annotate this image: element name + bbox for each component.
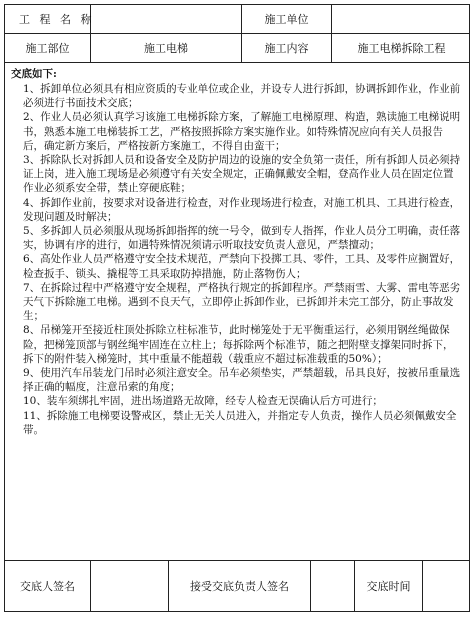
disclosure-item-4: 4、拆卸作业前，按要求对设备进行检查，对作业现场进行检查，对施工机具、工具进行检查，发现问题及时解决； [23,196,461,223]
construction-part-label: 施工部位 [5,34,91,62]
disclosure-item-2: 2、作业人员必须认真学习该施工电梯拆除方案，了解施工电梯原理、构造，熟读施工电梯说明书，熟悉本施工电梯装拆工艺，严格按照拆除方案实施作业。如特殊情况应向有关人员报告后，确定新方案后，严格按新方案施工，不得自由蛮干； [23,111,461,152]
disclosure-item-1: 1、拆卸单位必须具有相应资质的专业单位或企业，并设专人进行拆卸，协调拆卸作业，作业前必须进行书面技术交底； [23,83,461,110]
disclosure-heading: 交底如下: [11,68,57,80]
signature-row [5,561,469,611]
disclosure-item-10: 10、装车须绑扎牢固，进出场道路无故障，经专人检查无误确认后方可进行； [23,395,383,408]
disclosure-form [4,4,470,612]
disclosure-item-5: 5、多拆卸人员必须服从现场拆卸指挥的统一号令，做到专人指挥，作业人员分工明确，责任落实，协调有序的进行，如遇特殊情况须请示听取技安负责人意见，严禁擅动； [23,225,461,252]
disclosure-item-8: 8、吊梯笼开至接近柱顶处拆除立柱标准节，此时梯笼处于无平衡重运行，必须用钢丝绳做保险，把梯笼顶部与钢丝绳牢固连在立柱上；每拆除两个标准节，随之把附壁支撑架同时拆下，拆下的附件装入梯笼时，其中重量不能超载（载重应不超过标准载重的50%）； [23,324,454,365]
header-row-1 [5,5,469,34]
disclosure-time-value[interactable] [423,561,471,611]
construction-content-label: 施工内容 [242,34,332,62]
discloser-sign-value[interactable] [91,561,169,611]
discloser-sign-label: 交底人签名 [5,561,91,611]
receiver-sign-value[interactable] [311,561,355,611]
construction-part-value: 施工电梯 [91,34,242,62]
header-row-2 [5,34,469,63]
disclosure-time-label: 交底时间 [355,561,423,611]
construction-unit-label: 施工单位 [242,5,332,33]
construction-unit-value[interactable] [332,5,471,33]
disclosure-item-11: 11、拆除施工电梯要设警戒区，禁止无关人员进入，并指定专人负责，操作人员必须佩戴安全带。 [23,409,457,436]
receiver-sign-label: 接受交底负责人签名 [169,561,311,611]
disclosure-body [5,63,469,561]
construction-content-value: 施工电梯拆除工程 [357,42,446,55]
disclosure-item-6: 6、高处作业人员严格遵守安全技术规范，严禁向下投掷工具、零件，工具、及零件应搁置好，检查扳手、锁头、撬棍等工具采取防掉措施，防止落物伤人； [23,253,461,280]
project-name-value[interactable] [91,5,242,33]
disclosure-item-7: 7、在拆除过程中严格遵守安全规程，严格执行规定的拆卸程序。严禁雨雪、大雾、雷电等恶劣天气下拆除施工电梯。遇到不良天气，立即停止拆卸作业，已拆卸并未完工部分，防止事故发生； [23,281,461,323]
disclosure-item-3: 3、拆除队长对拆卸人员和设备安全及防护周边的设施的安全负第一责任，所有拆卸人员必须持证上岗，进入施工现场是必须遵守有关安全规定，正确佩戴安全帽，登高作业人员在固定位置作业必须系安全带，禁止穿硬底鞋； [23,154,461,195]
disclosure-item-9: 9、使用汽车吊装龙门吊时必须注意安全。吊车必须垫实，严禁超载，吊具良好，按被吊重量选择正确的幅度，注意吊索的角度； [23,367,461,394]
project-name-label: 工 程 名 称 [5,5,91,33]
